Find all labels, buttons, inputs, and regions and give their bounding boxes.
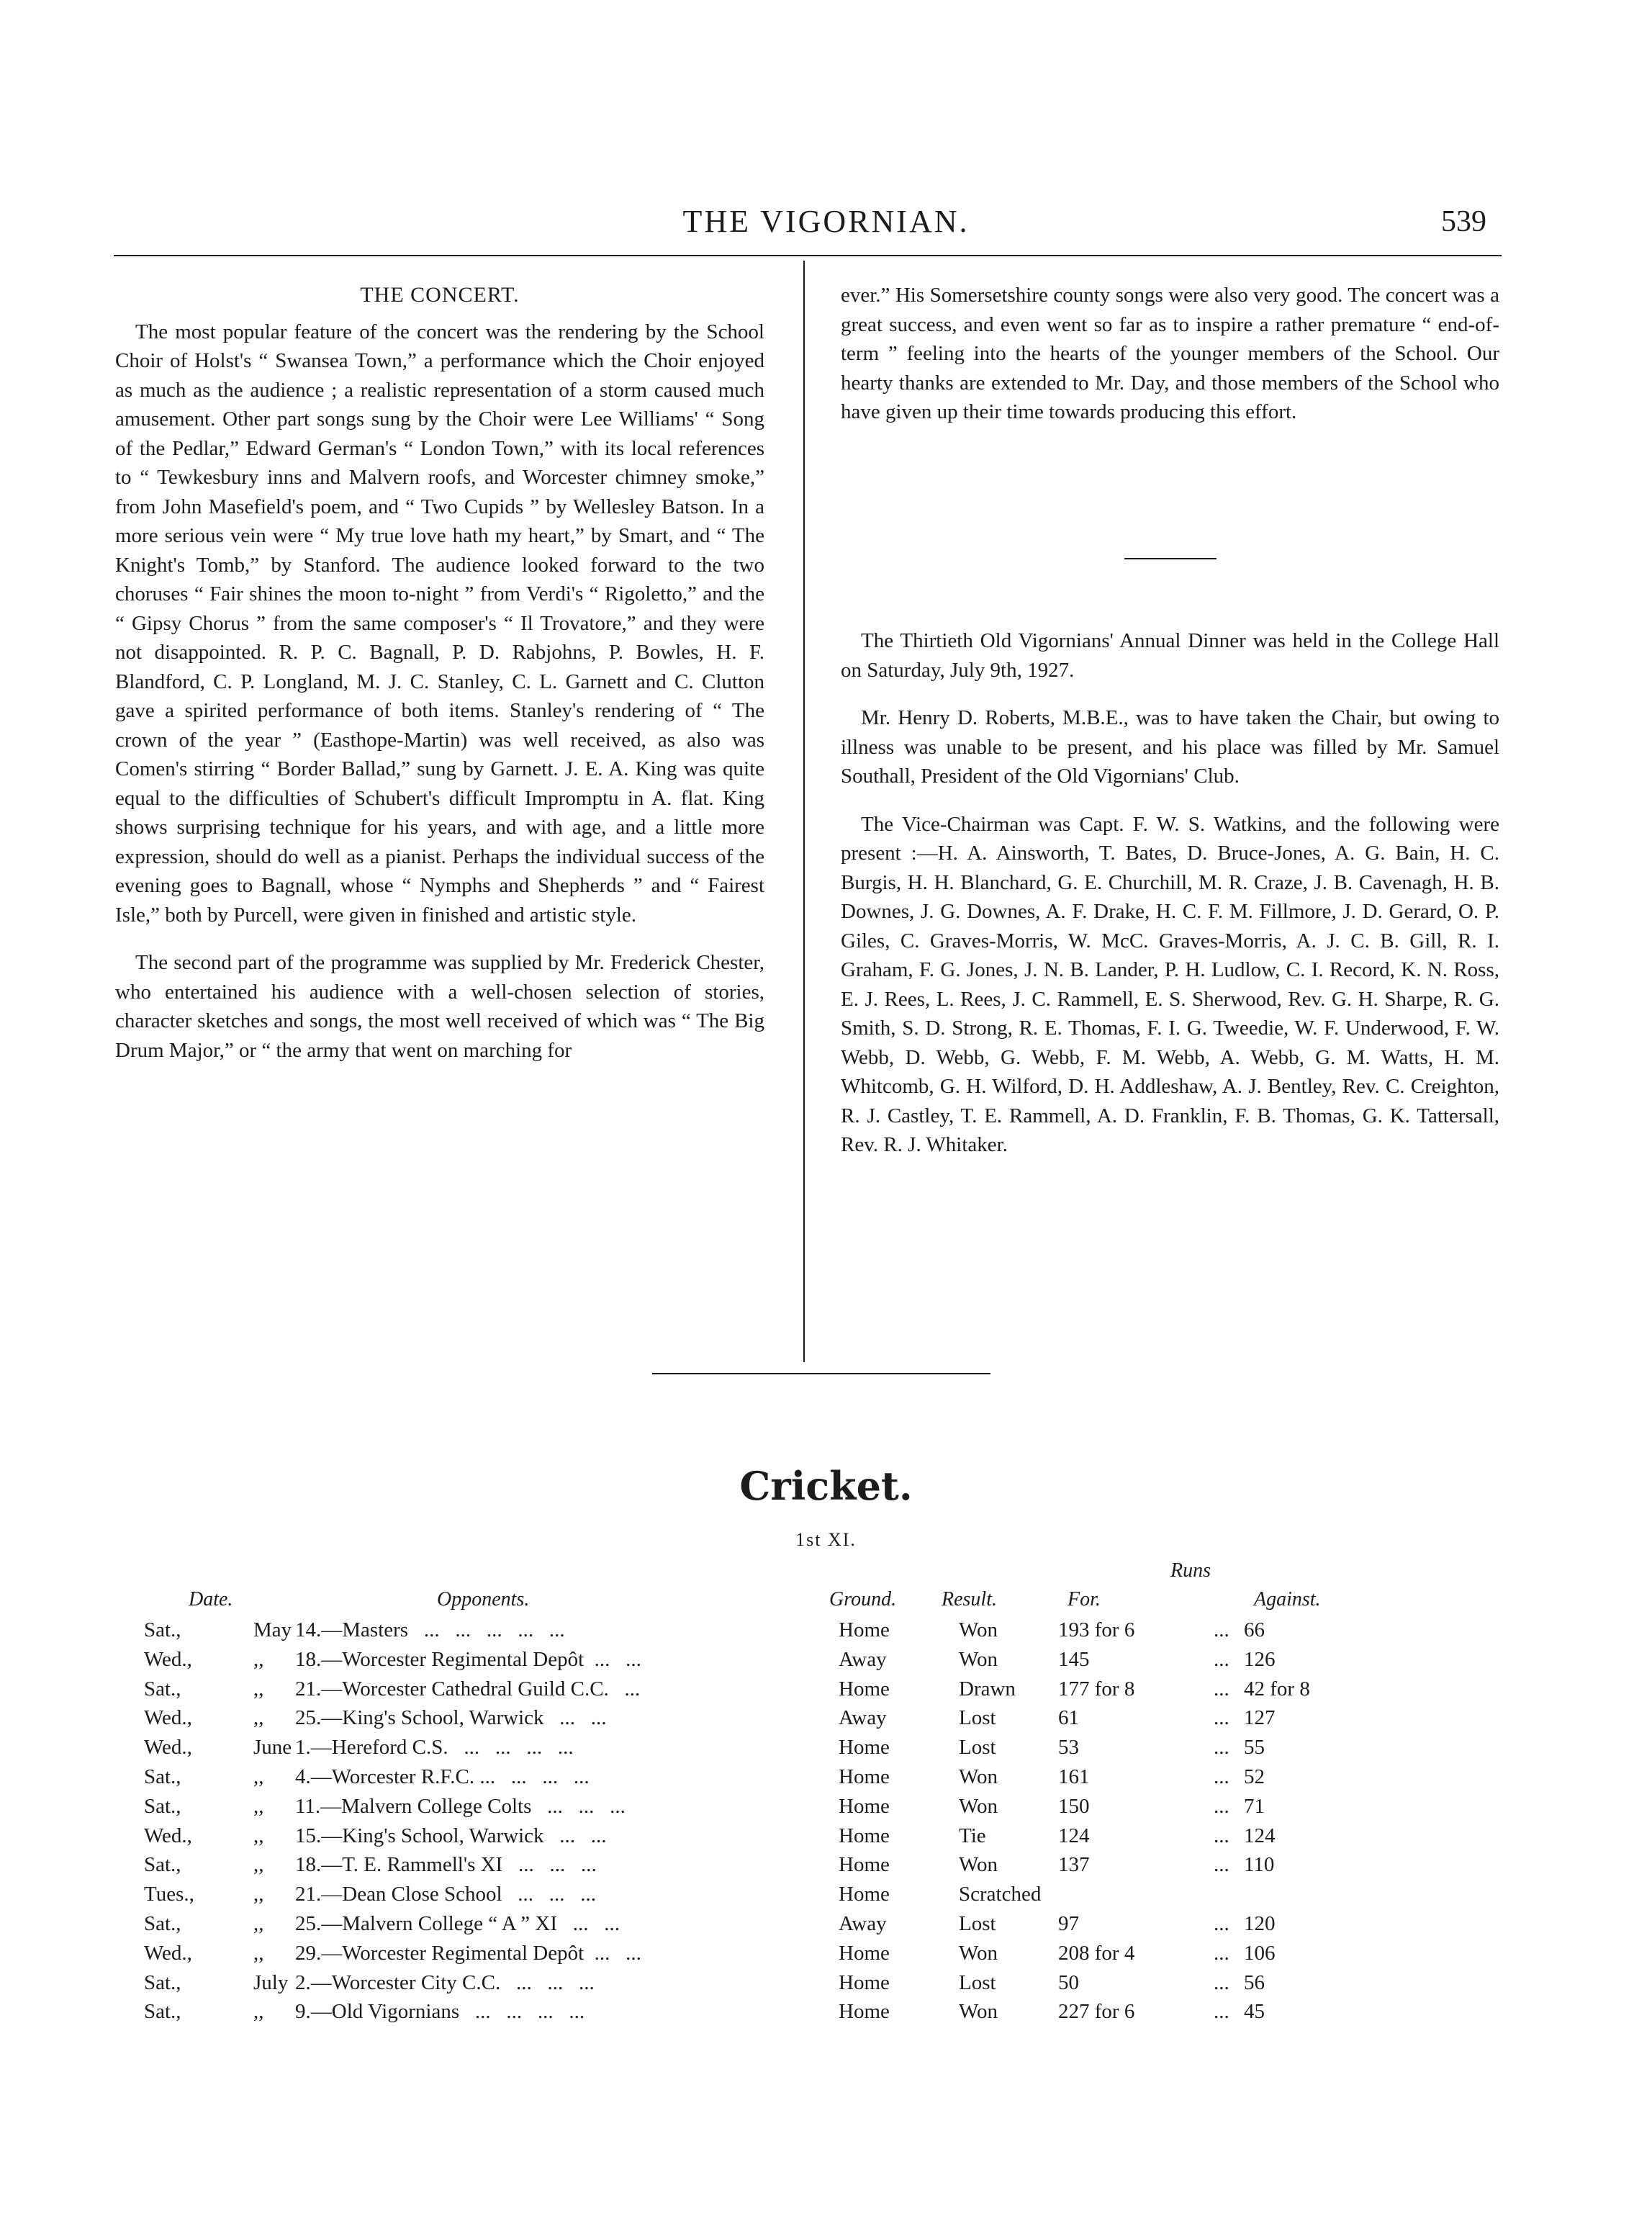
header-opponents: Opponents. [437, 1588, 530, 1610]
fixture-month: ,, [253, 1853, 264, 1877]
fixture-opponent: 14.—Masters ... ... ... ... ... [295, 1618, 565, 1641]
fixture-day: Sat., [144, 1677, 181, 1700]
fixture-ground: Home [839, 1794, 890, 1818]
fixture-opponent: 18.—Worcester Regimental Depôt ... ... [295, 1647, 641, 1671]
fixture-runs-for: 53 [1058, 1736, 1079, 1760]
fixture-result: Won [959, 1618, 998, 1641]
fixture-result: Scratched [959, 1883, 1042, 1906]
fixture-day: Sat., [144, 1765, 181, 1788]
fixture-opponent: 9.—Old Vigornians ... ... ... ... [295, 2000, 585, 2024]
fixture-month: ,, [253, 1765, 264, 1788]
section-rule [652, 1373, 990, 1374]
dinner-report [841, 626, 1499, 1179]
fixture-day: Sat., [144, 1970, 181, 1994]
fixture-opponent: 29.—Worcester Regimental Depôt ... ... [295, 1941, 641, 1965]
fixture-ground: Away [839, 1912, 887, 1935]
fixture-runs-against: 126 [1244, 1647, 1276, 1671]
fixture-result: Won [959, 1647, 998, 1671]
fixture-leader-dots: ... [1214, 1677, 1229, 1700]
fixture-ground: Home [839, 1970, 890, 1994]
header-date: Date. [189, 1588, 233, 1610]
fixture-leader-dots: ... [1214, 1647, 1229, 1671]
concert-paragraph-continuation: ever.” His Somersetshire county songs were also very good. The concert was a great success, and even went so far as to inspire a rather premature “ end-of-term ” feeling into the hearts of the younger members of the School. Our hearty thanks are extended to Mr. Day, and those members of the School who have given up their time towards producing this effort. [841, 284, 1499, 423]
fixture-month: June [253, 1736, 292, 1760]
page-title: THE VIGORNIAN. [682, 204, 970, 239]
fixture-opponent: 21.—Dean Close School ... ... ... [295, 1883, 597, 1906]
fixture-day: Tues., [144, 1883, 194, 1906]
fixture-leader-dots: ... [1214, 1794, 1229, 1818]
header-ground: Ground. [829, 1588, 897, 1610]
fixture-ground: Home [839, 1824, 890, 1847]
fixture-runs-against: 52 [1244, 1765, 1265, 1788]
fixture-opponent: 15.—King's School, Warwick ... ... [295, 1824, 607, 1847]
cricket-title: Cricket. [739, 1463, 913, 1509]
section-separator [1124, 558, 1217, 559]
fixture-leader-dots: ... [1214, 1765, 1229, 1788]
fixture-ground: Home [839, 1853, 890, 1877]
concert-paragraph: The most popular feature of the concert was the rendering by the School Choir of Holst's “ Swansea Town,” a performance which the Choir enjoyed as much as the audience ; a realistic representation of a storm caused much amusement. Other part songs sung by the Choir were Lee Williams' “ Song of the Pedlar,” Edward German's “ London Town,” with its local references to “ Tewkesbury inns and Malvern roofs, and Worcester chimney smoke,” from John Masefield's poem, and “ Two Cupids ” by Wellesley Batson. In a more serious vein were “ My true love hath my heart,” by Smart, and “ The Knight's Tomb,” by Stanford. The audience looked forward to the two choruses “ Fair shines the moon to-night ” from Verdi's “ Rigoletto,” and the “ Gipsy Chorus ” from the same composer's “ Il Trovatore,” and they were not disappointed. R. P. C. Bagnall, P. D. Rabjohns, P. Bowles, H. F. Blandford, C. P. Longland, M. J. C. Stanley, C. L. Garnett and C. Clutton gave a spirited performance of both items. Stanley's rendering of “ The crown of the year ” (Easthope-Martin) was well received, as also was Comen's stirring “ Border Ballad,” sung by Garnett. J. E. A. King was quite equal to the difficulties of Schubert's difficult Impromptu in A. flat. King shows surprising technique for his years, and with age, and a little more expression, should do well as a pianist. Perhaps the individual success of the evening goes to Bagnall, whose “ Nymphs and Shepherds ” and “ Fairest Isle,” both by Purcell, were given in finished and artistic style. [115, 320, 764, 927]
fixture-month: ,, [253, 2000, 264, 2024]
fixture-day: Sat., [144, 1618, 181, 1641]
header-result: Result. [942, 1588, 997, 1610]
header-rule [114, 255, 1502, 256]
fixture-ground: Away [839, 1647, 887, 1671]
header-against: Against. [1254, 1588, 1321, 1610]
fixture-result: Lost [959, 1736, 996, 1760]
dinner-paragraph: The Vice-Chairman was Capt. F. W. S. Watkins, and the following were present :—H. A. Ainsworth, T. Bates, D. Bruce-Jones, A. G. Bain, H. C. Burgis, H. H. Blanchard, G. E. Churchill, M. R. Craze, J. B. Cavenagh, H. B. Downes, J. G. Downes, A. F. Drake, H. C. F. M. Fillmore, J. D. Gerard, O. P. Giles, C. Graves-Morris, W. McC. Graves-Morris, A. J. C. B. Gill, R. I. Graham, F. G. Jones, J. N. B. Lander, P. H. Ludlow, C. I. Record, K. N. Ross, E. J. Rees, L. Rees, J. C. Rammell, E. S. Sherwood, Rev. G. H. Sharpe, R. G. Smith, S. D. Strong, R. E. Thomas, F. I. G. Tweedie, W. F. Underwood, F. W. Webb, D. Webb, G. Webb, F. M. Webb, A. Webb, G. M. Watts, H. M. Whitcomb, G. H. Wilford, D. H. Addleshaw, A. J. Bentley, Rev. C. Creighton, R. J. Castley, T. E. Rammell, A. D. Franklin, F. B. Thomas, G. K. Tattersall, Rev. R. J. Whitaker. [841, 812, 1499, 1156]
fixture-runs-against: 45 [1244, 2000, 1265, 2024]
fixture-ground: Home [839, 1618, 890, 1641]
fixture-ground: Away [839, 1706, 887, 1730]
fixture-opponent: 21.—Worcester Cathedral Guild C.C. ... [295, 1677, 641, 1700]
fixture-runs-for: 50 [1058, 1970, 1079, 1994]
fixture-result: Won [959, 2000, 998, 2024]
dinner-paragraph: Mr. Henry D. Roberts, M.B.E., was to have taken the Chair, but owing to illness was unable to be present, and his place was filled by Mr. Samuel Southall, President of the Old Vigornians' Club. [841, 706, 1499, 788]
fixture-month: ,, [253, 1824, 264, 1847]
fixture-leader-dots: ... [1214, 1853, 1229, 1877]
fixture-month: May [253, 1618, 292, 1641]
fixture-opponent: 2.—Worcester City C.C. ... ... ... [295, 1970, 595, 1994]
fixture-day: Wed., [144, 1647, 192, 1671]
fixture-ground: Home [839, 2000, 890, 2024]
fixture-opponent: 18.—T. E. Rammell's XI ... ... ... [295, 1853, 597, 1877]
fixture-result: Won [959, 1765, 998, 1788]
concert-heading: THE CONCERT. [360, 283, 520, 307]
fixture-ground: Home [839, 1736, 890, 1760]
concert-column-left [115, 281, 764, 1084]
fixture-runs-against: 42 for 8 [1244, 1677, 1310, 1700]
fixture-runs-for: 227 for 6 [1058, 2000, 1135, 2024]
fixture-runs-for: 150 [1058, 1794, 1090, 1818]
fixture-runs-against: 71 [1244, 1794, 1265, 1818]
fixture-day: Sat., [144, 1794, 181, 1818]
column-divider [803, 261, 805, 1362]
fixture-runs-against: 120 [1244, 1912, 1276, 1935]
fixture-runs-against: 66 [1244, 1618, 1265, 1641]
fixture-month: ,, [253, 1677, 264, 1700]
fixture-day: Sat., [144, 1853, 181, 1877]
fixture-day: Sat., [144, 1912, 181, 1935]
fixture-opponent: 1.—Hereford C.S. ... ... ... ... [295, 1736, 574, 1760]
fixture-result: Lost [959, 1970, 996, 1994]
fixture-month: ,, [253, 1647, 264, 1671]
fixture-day: Wed., [144, 1824, 192, 1847]
header-runs: Runs [1170, 1559, 1211, 1582]
fixture-leader-dots: ... [1214, 1941, 1229, 1965]
fixture-runs-against: 55 [1244, 1736, 1265, 1760]
fixture-month: ,, [253, 1883, 264, 1906]
fixture-runs-against: 110 [1244, 1853, 1275, 1877]
fixture-ground: Home [839, 1677, 890, 1700]
fixture-opponent: 25.—King's School, Warwick ... ... [295, 1706, 607, 1730]
fixture-leader-dots: ... [1214, 1618, 1229, 1641]
fixture-leader-dots: ... [1214, 1736, 1229, 1760]
fixture-result: Lost [959, 1706, 996, 1730]
fixture-leader-dots: ... [1214, 1970, 1229, 1994]
fixture-runs-against: 124 [1244, 1824, 1276, 1847]
fixture-runs-for: 61 [1058, 1706, 1079, 1730]
fixture-ground: Home [839, 1941, 890, 1965]
fixture-opponent: 25.—Malvern College “ A ” XI ... ... [295, 1912, 620, 1935]
fixture-day: Sat., [144, 2000, 181, 2024]
fixture-leader-dots: ... [1214, 2000, 1229, 2024]
header-for: For. [1068, 1588, 1101, 1610]
fixture-ground: Home [839, 1765, 890, 1788]
fixture-runs-for: 208 for 4 [1058, 1941, 1135, 1965]
fixture-result: Lost [959, 1912, 996, 1935]
concert-column-right [841, 281, 1499, 446]
fixture-leader-dots: ... [1214, 1706, 1229, 1730]
fixture-leader-dots: ... [1214, 1824, 1229, 1847]
fixture-month: ,, [253, 1794, 264, 1818]
fixture-month: ,, [253, 1912, 264, 1935]
fixture-runs-for: 161 [1058, 1765, 1090, 1788]
fixture-leader-dots: ... [1214, 1912, 1229, 1935]
fixture-runs-against: 127 [1244, 1706, 1276, 1730]
fixture-runs-for: 124 [1058, 1824, 1090, 1847]
fixture-result: Won [959, 1853, 998, 1877]
fixture-result: Won [959, 1941, 998, 1965]
fixture-runs-for: 145 [1058, 1647, 1090, 1671]
fixture-runs-for: 137 [1058, 1853, 1090, 1877]
fixture-month: ,, [253, 1941, 264, 1965]
fixture-result: Tie [959, 1824, 986, 1847]
page-number: 539 [1441, 205, 1486, 238]
fixture-month: ,, [253, 1706, 264, 1730]
fixture-day: Wed., [144, 1941, 192, 1965]
fixture-result: Drawn [959, 1677, 1016, 1700]
fixture-ground: Home [839, 1883, 890, 1906]
fixture-opponent: 4.—Worcester R.F.C. ... ... ... ... [295, 1765, 590, 1788]
fixture-day: Wed., [144, 1706, 192, 1730]
dinner-paragraph: The Thirtieth Old Vigornians' Annual Dinner was held in the College Hall on Saturday, July 9th, 1927. [841, 629, 1499, 682]
cricket-subtitle: 1st XI. [795, 1529, 857, 1550]
fixture-runs-for: 97 [1058, 1912, 1079, 1935]
fixture-result: Won [959, 1794, 998, 1818]
fixture-runs-for: 177 for 8 [1058, 1677, 1135, 1700]
fixture-opponent: 11.—Malvern College Colts ... ... ... [295, 1794, 626, 1818]
fixture-day: Wed., [144, 1736, 192, 1760]
fixture-runs-for: 193 for 6 [1058, 1618, 1135, 1641]
fixture-runs-against: 106 [1244, 1941, 1276, 1965]
fixture-month: July [253, 1970, 289, 1994]
fixture-runs-against: 56 [1244, 1970, 1265, 1994]
concert-paragraph-continued: The second part of the programme was supplied by Mr. Frederick Chester, who entertained his audience with a well-chosen selection of stories, character sketches and songs, the most well received of which was “ The Big Drum Major,” or “ the army that went on marching for [115, 951, 764, 1062]
